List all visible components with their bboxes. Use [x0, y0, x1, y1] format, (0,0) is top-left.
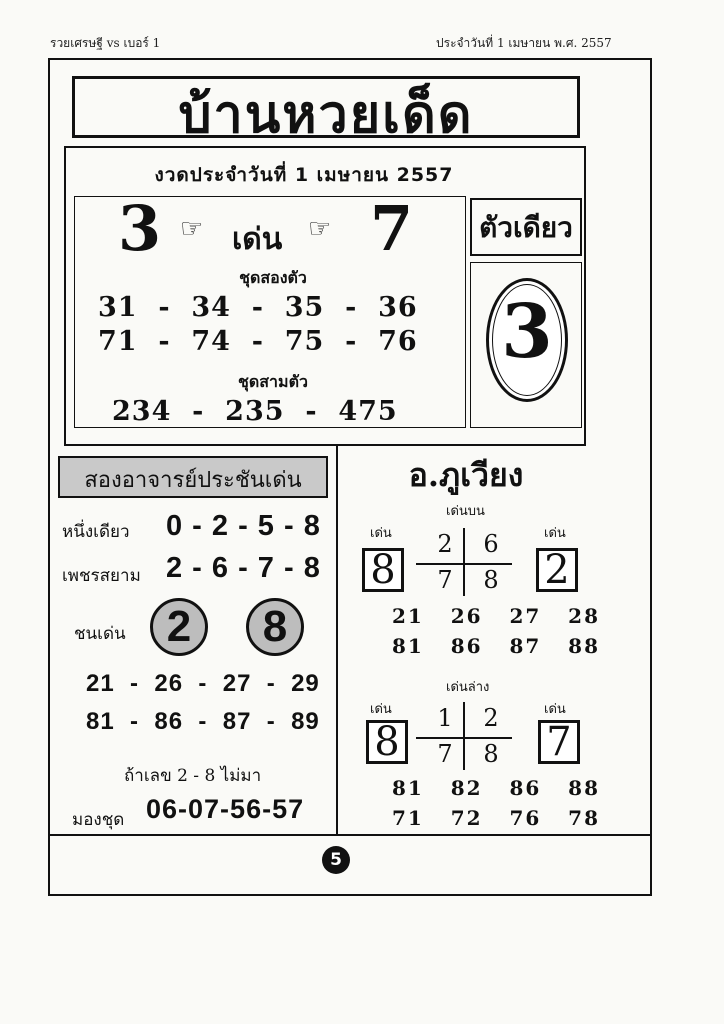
lower-grid-br: 8 — [483, 740, 499, 768]
lower-grid-tr: 2 — [483, 704, 499, 732]
upper-row-2: 81 86 87 88 — [392, 634, 600, 658]
upper-grid-br: 8 — [483, 566, 499, 594]
pointing-hand-right-icon: ☞ — [180, 214, 204, 244]
three-digit-row: 234 - 235 - 475 — [112, 396, 398, 427]
upper-label: เด่นบน — [446, 504, 485, 519]
lower-left-label: เด่น — [370, 702, 392, 717]
bottom-rule — [48, 834, 652, 836]
lower-grid-tl: 1 — [437, 704, 453, 732]
duel-number-b: 8 — [246, 598, 304, 656]
main-number-right: 7 — [370, 192, 414, 265]
upper-grid-tl: 2 — [437, 530, 453, 558]
lower-row-2: 71 72 76 78 — [392, 806, 600, 830]
lower-right-label: เด่น — [544, 702, 566, 717]
upper-right-label: เด่น — [544, 526, 566, 541]
teacher-name: อ.ภูเวียง — [408, 456, 524, 494]
main-number-left: 3 — [118, 192, 162, 265]
upper-grid-vline — [463, 528, 465, 596]
duel-number-a: 2 — [150, 598, 208, 656]
duel-pairs-row-2: 81 - 86 - 87 - 89 — [86, 708, 320, 735]
page-number: 5 — [322, 846, 350, 874]
two-digit-label: ชุดสองตัว — [239, 268, 307, 287]
banner-title: สองอาจารย์ประชันเด่น — [84, 468, 302, 493]
lower-right-box: 7 — [538, 720, 580, 764]
main-word: เด่น — [232, 222, 283, 257]
draw-date: งวดประจำวันที่ 1 เมษายน 2557 — [154, 164, 454, 186]
set-label: มองชุด — [72, 810, 125, 830]
upper-left-label: เด่น — [370, 526, 392, 541]
row1-label: หนึ่งเดียว — [62, 522, 130, 542]
upper-grid-bl: 7 — [437, 566, 453, 594]
single-label: ตัวเดียว — [479, 211, 573, 244]
row2-value: 2 - 6 - 7 - 8 — [166, 552, 321, 584]
lower-grid-vline — [463, 702, 465, 770]
header-right: ประจำวันที่ 1 เมษายน พ.ศ. 2557 — [436, 36, 612, 50]
pointing-hand-right-icon-2: ☞ — [308, 214, 332, 244]
lower-grid-bl: 7 — [437, 740, 453, 768]
fallback-note: ถ้าเลข 2 - 8 ไม่มา — [124, 766, 262, 786]
upper-row-1: 21 26 27 28 — [392, 604, 600, 628]
upper-left-box: 8 — [362, 548, 404, 592]
set-value: 06-07-56-57 — [146, 794, 305, 824]
page-title: บ้านหวยเด็ด — [178, 85, 474, 145]
upper-grid-tr: 6 — [483, 530, 499, 558]
header-left: รวยเศรษฐี vs เบอร์ 1 — [50, 36, 161, 50]
single-number: 3 — [501, 289, 553, 375]
row1-value: 0 - 2 - 5 - 8 — [166, 510, 321, 542]
two-digit-row-1: 31 - 34 - 35 - 36 — [98, 292, 418, 323]
duel-label: ชนเด่น — [74, 624, 126, 644]
lower-left-box: 8 — [366, 720, 408, 764]
lower-label: เด่นล่าง — [446, 680, 490, 695]
column-divider — [336, 446, 338, 836]
two-digit-row-2: 71 - 74 - 75 - 76 — [98, 326, 418, 357]
row2-label: เพชรสยาม — [62, 566, 141, 586]
upper-right-box: 2 — [536, 548, 578, 592]
three-digit-label: ชุดสามตัว — [238, 372, 308, 391]
lower-row-1: 81 82 86 88 — [392, 776, 600, 800]
duel-pairs-row-1: 21 - 26 - 27 - 29 — [86, 670, 320, 697]
